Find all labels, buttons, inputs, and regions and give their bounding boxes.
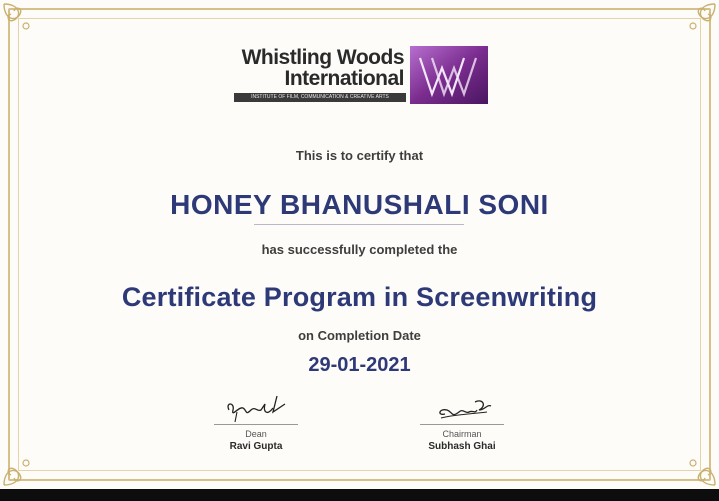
- chairman-signature-line: [420, 424, 504, 425]
- logo-mark-icon: [410, 46, 488, 104]
- dean-signature-block: [206, 388, 306, 453]
- completion-label: on Completion Date: [298, 328, 421, 343]
- chairman-signature: [417, 388, 507, 424]
- completion-date: 29-01-2021: [308, 354, 411, 376]
- corner-flourish-icon: [659, 429, 719, 489]
- dean-signature-line: [214, 424, 298, 425]
- dean-name: Ravi Gupta: [229, 441, 283, 452]
- bottom-edge: [0, 489, 719, 501]
- corner-flourish-icon: [659, 0, 719, 60]
- recipient-name: HONEY BHANUSHALI SONI: [170, 189, 549, 220]
- logo-line-2: International: [284, 67, 404, 90]
- name-underline: [254, 224, 464, 225]
- completed-text: has successfully completed the: [261, 242, 458, 257]
- logo-line-1: Whistling Woods: [241, 46, 404, 69]
- institute-logo: [232, 46, 488, 104]
- dean-title: Dean: [245, 429, 267, 439]
- logo-tagline: INSTITUTE OF FILM, COMMUNICATION & CREATIVE ARTS: [234, 93, 406, 102]
- chairman-title: Chairman: [442, 429, 482, 439]
- program-name: Certificate Program in Screenwriting: [121, 282, 598, 312]
- corner-flourish-icon: [0, 429, 60, 489]
- chairman-signature-block: [412, 388, 512, 453]
- corner-flourish-icon: [0, 0, 60, 60]
- dean-signature: [211, 388, 301, 424]
- certify-text: This is to certify that: [295, 148, 424, 163]
- chairman-name: Subhash Ghai: [428, 441, 496, 452]
